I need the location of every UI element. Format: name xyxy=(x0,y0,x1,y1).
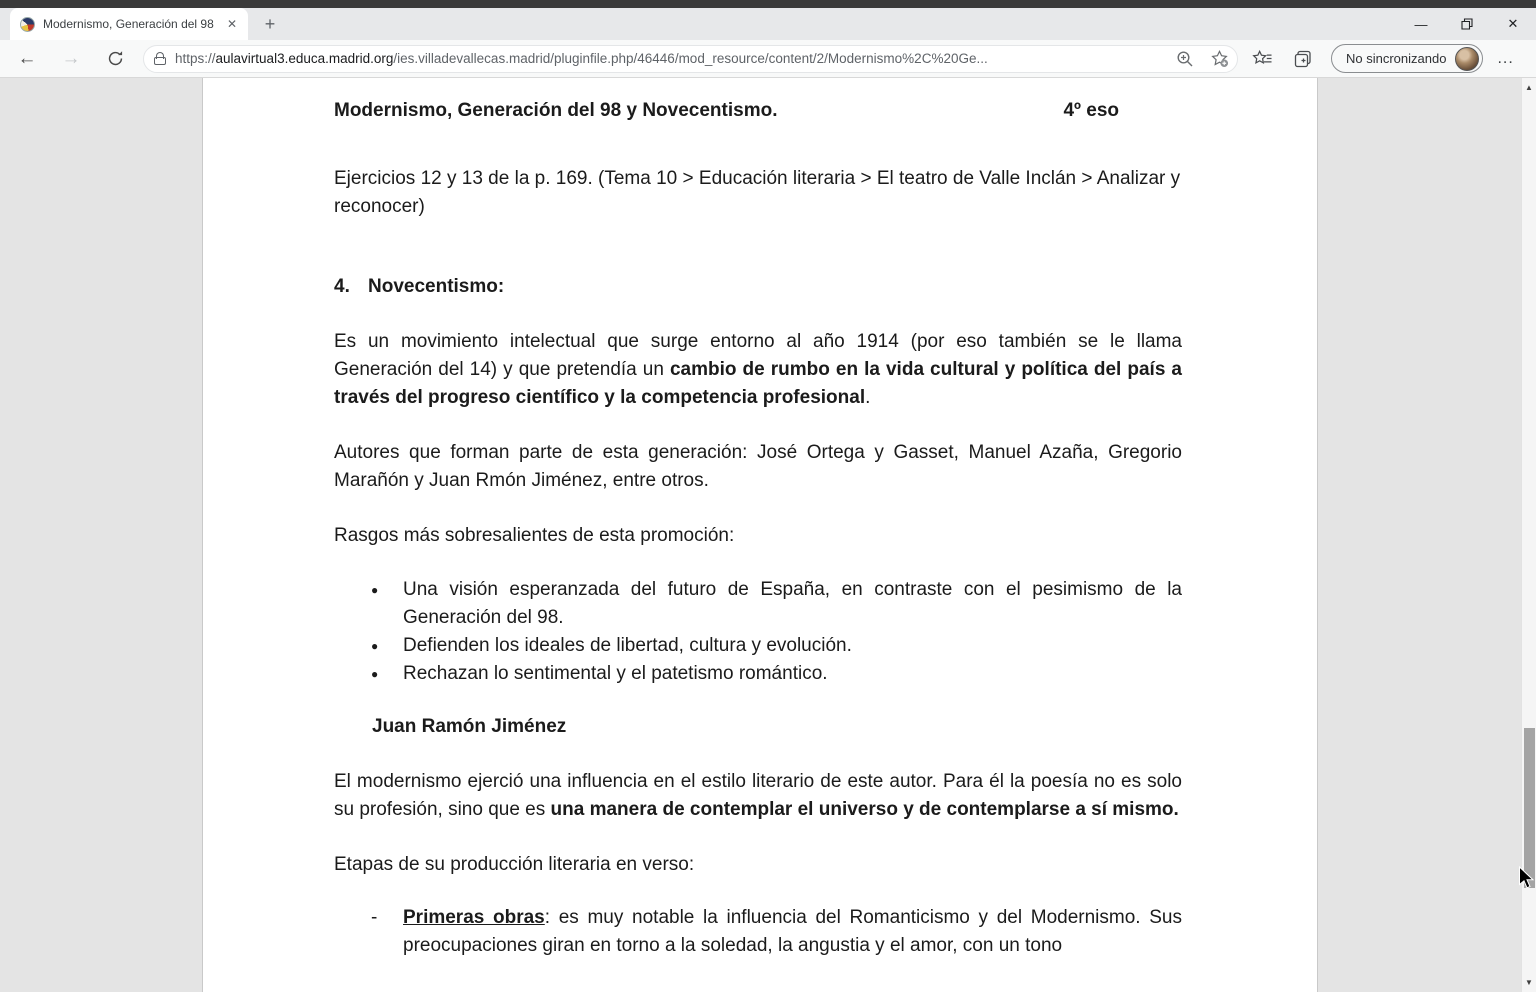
paragraph-autores: Autores que forman parte de esta generación: José Ortega y Gasset, Manuel Azaña, Gregorio Marañón y Juan Rmón Jiménez, entre otros. xyxy=(334,442,1182,491)
minimize-button[interactable]: — xyxy=(1414,16,1428,32)
settings-menu-button[interactable]: ... xyxy=(1497,49,1514,67)
tab-bar xyxy=(0,8,1536,40)
url-text[interactable]: https://aulavirtual3.educa.madrid.org/ies.villadevallecas.madrid/pluginfile.php/46446/mod_resource/content/2/Modernismo%2C%20Ge... xyxy=(175,51,988,66)
lock-icon[interactable] xyxy=(154,52,166,65)
tab-title: Modernismo, Generación del 98 xyxy=(43,17,214,31)
collections-icon[interactable] xyxy=(1293,49,1313,69)
bullet-icon: ● xyxy=(371,667,379,681)
section-heading: 4. Novecentismo: xyxy=(334,276,505,297)
sync-status-label: No sincronizando xyxy=(1346,51,1447,66)
pdf-viewer xyxy=(0,78,1536,992)
scrollbar-thumb[interactable] xyxy=(1524,728,1535,888)
list-item: ● Una visión esperanzada del futuro de España, en contraste con el pesimismo de la Generación del 98. xyxy=(334,576,1182,632)
stages-list xyxy=(334,904,1182,960)
refresh-icon xyxy=(107,50,124,67)
paragraph-novecentismo: Es un movimiento intelectual que surge entorno al año 1914 (por eso también se le llama Generación del 14) y que pretendía un cambio de rumbo en la vida cultural y política del país a través del progreso científico y la competencia profesional. xyxy=(334,331,1183,408)
profile-avatar xyxy=(1455,47,1479,71)
paragraph-rasgos: Rasgos más sobresalientes de esta promoción: xyxy=(334,525,735,546)
browser-toolbar xyxy=(0,40,1536,78)
new-tab-button[interactable]: + xyxy=(264,14,276,34)
paragraph-etapas: Etapas de su producción literaria en verso: xyxy=(334,854,695,875)
traits-list xyxy=(334,576,1182,688)
window-controls xyxy=(1398,8,1536,40)
list-item: ● Defienden los ideales de libertad, cultura y evolución. xyxy=(334,632,1182,660)
paragraph-jrj: El modernismo ejerció una influencia en el estilo literario de este autor. Para él la poesía no es solo su profesión, sino que es una manera de contemplar el universo y de contemplarse a sí mismo. xyxy=(334,771,1182,820)
document-title: Modernismo, Generación del 98 y Novecentismo. xyxy=(334,100,778,121)
close-window-button[interactable]: ✕ xyxy=(1507,16,1519,31)
zoom-icon[interactable] xyxy=(1176,50,1194,68)
list-item: ● Rechazan lo sentimental y el patetismo romántico. xyxy=(334,660,1182,688)
document-page xyxy=(202,78,1318,992)
scroll-up-icon[interactable]: ▲ xyxy=(1525,83,1533,92)
browser-tab[interactable] xyxy=(10,8,248,40)
restore-button[interactable] xyxy=(1444,8,1490,40)
author-heading: Juan Ramón Jiménez xyxy=(372,716,567,737)
add-favorite-icon[interactable] xyxy=(1210,49,1229,68)
bullet-icon: ● xyxy=(371,583,379,597)
back-button[interactable]: ← xyxy=(17,47,37,69)
favorites-bar-icon[interactable] xyxy=(1252,49,1273,68)
list-item: - Primeras obras: es muy notable la influencia del Romanticismo y del Modernismo. Sus preocupaciones giran en torno a la soledad, la angustia y el amor, con un tono xyxy=(334,904,1182,960)
dash-marker: - xyxy=(371,907,378,928)
vertical-scrollbar[interactable] xyxy=(1521,78,1536,992)
sync-status-button[interactable] xyxy=(1331,44,1483,73)
intro-paragraph: Ejercicios 12 y 13 de la p. 169. (Tema 10 > Educación literaria > El teatro de Valle Inclán > Analizar y reconocer) xyxy=(334,168,1181,217)
course-label: 4º eso xyxy=(1063,100,1119,121)
restore-icon xyxy=(1461,18,1473,30)
site-favicon-icon xyxy=(20,17,35,32)
refresh-button[interactable] xyxy=(102,46,128,72)
forward-button[interactable]: → xyxy=(61,47,81,69)
bullet-icon: ● xyxy=(371,639,379,653)
scroll-down-icon[interactable]: ▼ xyxy=(1525,978,1533,987)
address-bar[interactable] xyxy=(143,45,1238,73)
window-frame-strip xyxy=(0,0,1536,8)
document-header xyxy=(334,97,1182,125)
tab-close-icon[interactable]: ✕ xyxy=(226,17,238,31)
mouse-cursor xyxy=(1518,866,1535,895)
